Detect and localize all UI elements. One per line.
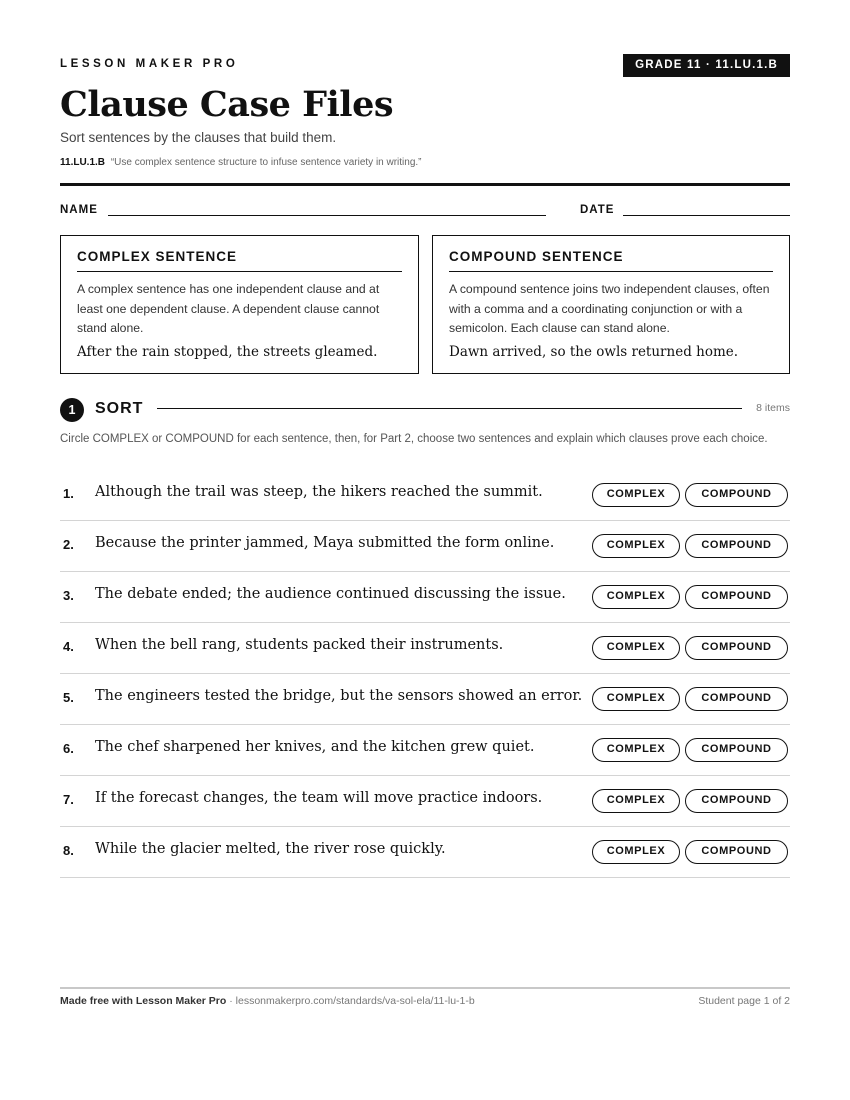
complex-option-button[interactable]: COMPLEX — [592, 534, 680, 558]
definition-example: After the rain stopped, the streets gleamed. — [77, 343, 378, 360]
list-item — [60, 776, 790, 827]
definition-text: A complex sentence has one independent clause and at least one dependent clause. A dependent clause cannot stand alone. — [77, 282, 380, 335]
compound-option-button[interactable]: COMPOUND — [685, 840, 788, 864]
grade-badge: GRADE 11 · 11.LU.1.B — [623, 54, 790, 77]
list-item — [60, 470, 790, 521]
complex-option-button[interactable]: COMPLEX — [592, 585, 680, 609]
standard-line — [60, 157, 422, 168]
item-number: 5. — [63, 690, 74, 705]
section-title: SORT — [95, 400, 144, 417]
date-label: DATE — [580, 204, 615, 216]
footer-divider — [60, 987, 790, 989]
footer-url[interactable]: · lessonmakerpro.com/standards/va-sol-ela/11-lu-1-b — [226, 995, 475, 1007]
footer-made-with: Made free with Lesson Maker Pro — [60, 995, 227, 1007]
list-item — [60, 623, 790, 674]
item-number: 4. — [63, 639, 74, 654]
list-item — [60, 827, 790, 878]
complex-option-button[interactable]: COMPLEX — [592, 738, 680, 762]
name-field[interactable] — [108, 215, 546, 216]
complex-definition-box — [60, 235, 419, 374]
compound-option-button[interactable]: COMPOUND — [685, 738, 788, 762]
compound-option-button[interactable]: COMPOUND — [685, 585, 788, 609]
page-title: Clause Case Files — [60, 84, 394, 125]
compound-option-button[interactable]: COMPOUND — [685, 789, 788, 813]
item-sentence: The debate ended; the audience continued discussing the issue. — [95, 586, 566, 602]
item-number: 8. — [63, 843, 74, 858]
section-number-badge: 1 — [60, 398, 84, 422]
item-number: 7. — [63, 792, 74, 807]
complex-option-button[interactable]: COMPLEX — [592, 789, 680, 813]
list-item — [60, 674, 790, 725]
definition-title: COMPOUND SENTENCE — [449, 249, 773, 272]
definition-title: COMPLEX SENTENCE — [77, 249, 402, 272]
complex-option-button[interactable]: COMPLEX — [592, 840, 680, 864]
worksheet-page — [60, 0, 790, 1100]
item-number: 1. — [63, 486, 74, 501]
item-sentence: If the forecast changes, the team will move practice indoors. — [95, 790, 543, 806]
list-item — [60, 725, 790, 776]
header-divider — [60, 183, 790, 186]
page-subtitle: Sort sentences by the clauses that build them. — [60, 130, 337, 145]
item-count: 8 items — [756, 402, 790, 414]
list-item — [60, 572, 790, 623]
compound-option-button[interactable]: COMPOUND — [685, 636, 788, 660]
complex-option-button[interactable]: COMPLEX — [592, 636, 680, 660]
standard-text: “Use complex sentence structure to infuse sentence variety in writing.” — [110, 157, 422, 168]
section-instructions: Circle COMPLEX or COMPOUND for each sentence, then, for Part 2, choose two sentences and explain which clauses prove each choice. — [60, 433, 768, 445]
compound-definition-box — [432, 235, 790, 374]
section-divider — [157, 408, 742, 409]
complex-option-button[interactable]: COMPLEX — [592, 483, 680, 507]
item-sentence: Because the printer jammed, Maya submitted the form online. — [95, 535, 555, 551]
sentence-list — [60, 470, 790, 878]
compound-option-button[interactable]: COMPOUND — [685, 687, 788, 711]
footer-page-number: Student page 1 of 2 — [698, 995, 790, 1007]
item-sentence: While the glacier melted, the river rose quickly. — [95, 841, 446, 857]
compound-option-button[interactable]: COMPOUND — [685, 483, 788, 507]
standard-code: 11.LU.1.B — [60, 157, 106, 168]
date-field[interactable] — [623, 215, 790, 216]
item-sentence: The engineers tested the bridge, but the sensors showed an error. — [95, 688, 583, 704]
brand-name: LESSON MAKER PRO — [60, 58, 239, 70]
name-label: NAME — [60, 204, 98, 216]
definition-example: Dawn arrived, so the owls returned home. — [449, 343, 739, 360]
item-number: 3. — [63, 588, 74, 603]
complex-option-button[interactable]: COMPLEX — [592, 687, 680, 711]
item-sentence: Although the trail was steep, the hikers reached the summit. — [95, 484, 543, 500]
list-item — [60, 521, 790, 572]
definition-text: A compound sentence joins two independent clauses, often with a comma and a coordinating conjunction or with a semicolon. Each clause can stand alone. — [449, 282, 770, 335]
item-sentence: When the bell rang, students packed their instruments. — [95, 637, 504, 653]
item-sentence: The chef sharpened her knives, and the kitchen grew quiet. — [95, 739, 535, 755]
footer-credit — [60, 995, 475, 1007]
compound-option-button[interactable]: COMPOUND — [685, 534, 788, 558]
item-number: 6. — [63, 741, 74, 756]
item-number: 2. — [63, 537, 74, 552]
